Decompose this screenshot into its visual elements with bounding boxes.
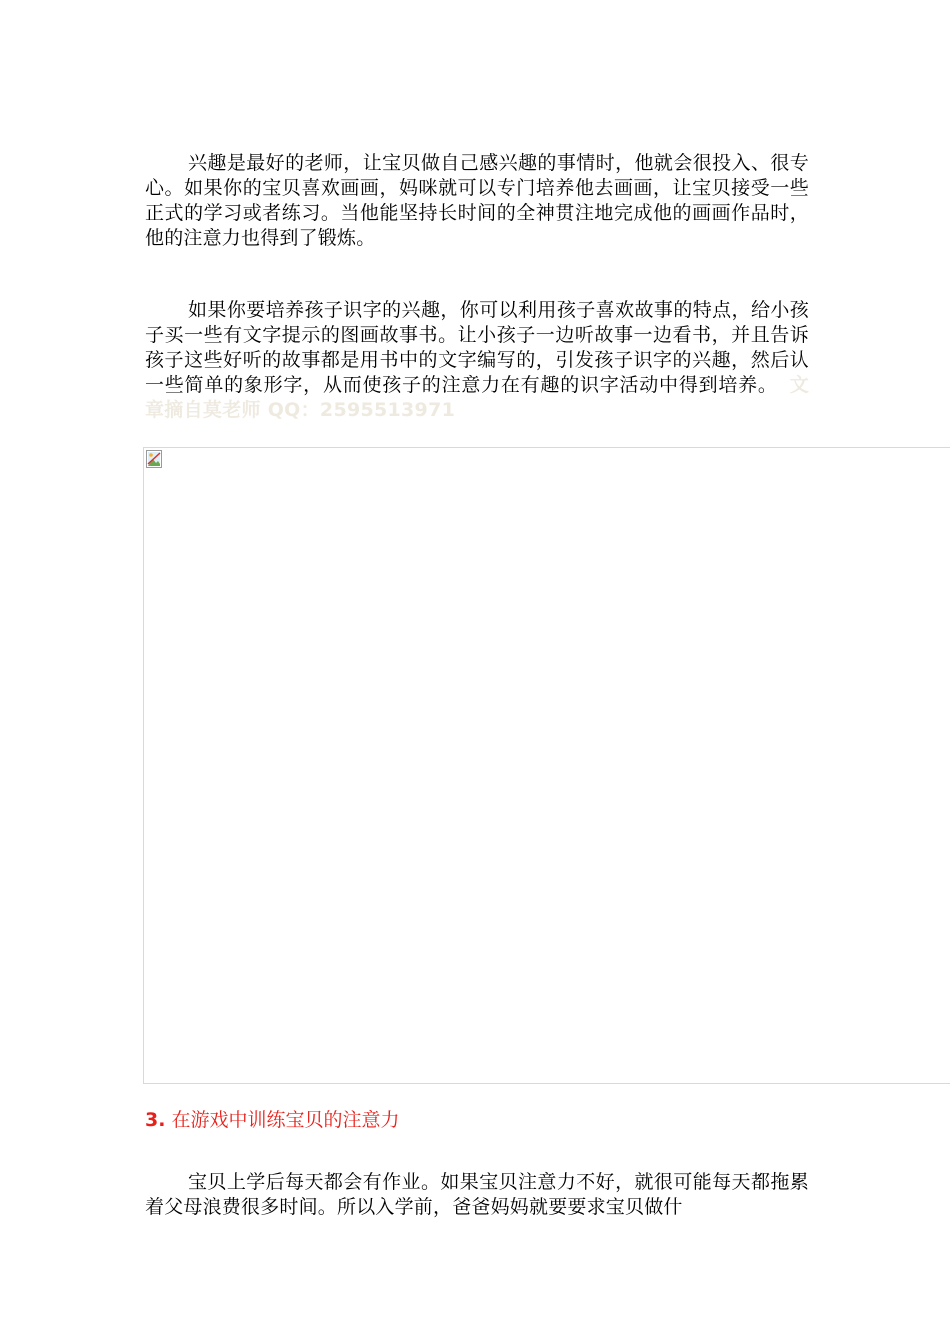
image-placeholder [143, 447, 950, 1084]
section-title: 在游戏中训练宝贝的注意力 [171, 1109, 400, 1131]
paragraph-homework: 宝贝上学后每天都会有作业。如果宝贝注意力不好，就很可能每天都拖累着父母浪费很多时间。所以入学前，爸爸妈妈就要要求宝贝做什 [145, 1171, 809, 1218]
watermark-text: 文章摘自莫老师 QQ：2595513971 [145, 374, 809, 421]
broken-image-icon [146, 450, 162, 468]
section-heading [145, 1106, 399, 1134]
paragraph-interest-drawing: 兴趣是最好的老师，让宝贝做自己感兴趣的事情时，他就会很投入、很专心。如果你的宝贝喜欢画画，妈咪就可以专门培养他去画画，让宝贝接受一些正式的学习或者练习。当他能坚持长时间的全神贯注地完成他的画画作品时，他的注意力也得到了锻炼。 [145, 152, 809, 249]
paragraph-interest-reading [145, 298, 809, 423]
section-number: 3. [145, 1109, 166, 1131]
paragraph-interest-reading-text: 如果你要培养孩子识字的兴趣，你可以利用孩子喜欢故事的特点，给小孩子买一些有文字提示的图画故事书。让小孩子一边听故事一边看书，并且告诉孩子这些好听的故事都是用书中的文字编写的，引发孩子识字的兴趣，然后认一些简单的象形字，从而使孩子的注意力在有趣的识字活动中得到培养。 [145, 299, 809, 396]
